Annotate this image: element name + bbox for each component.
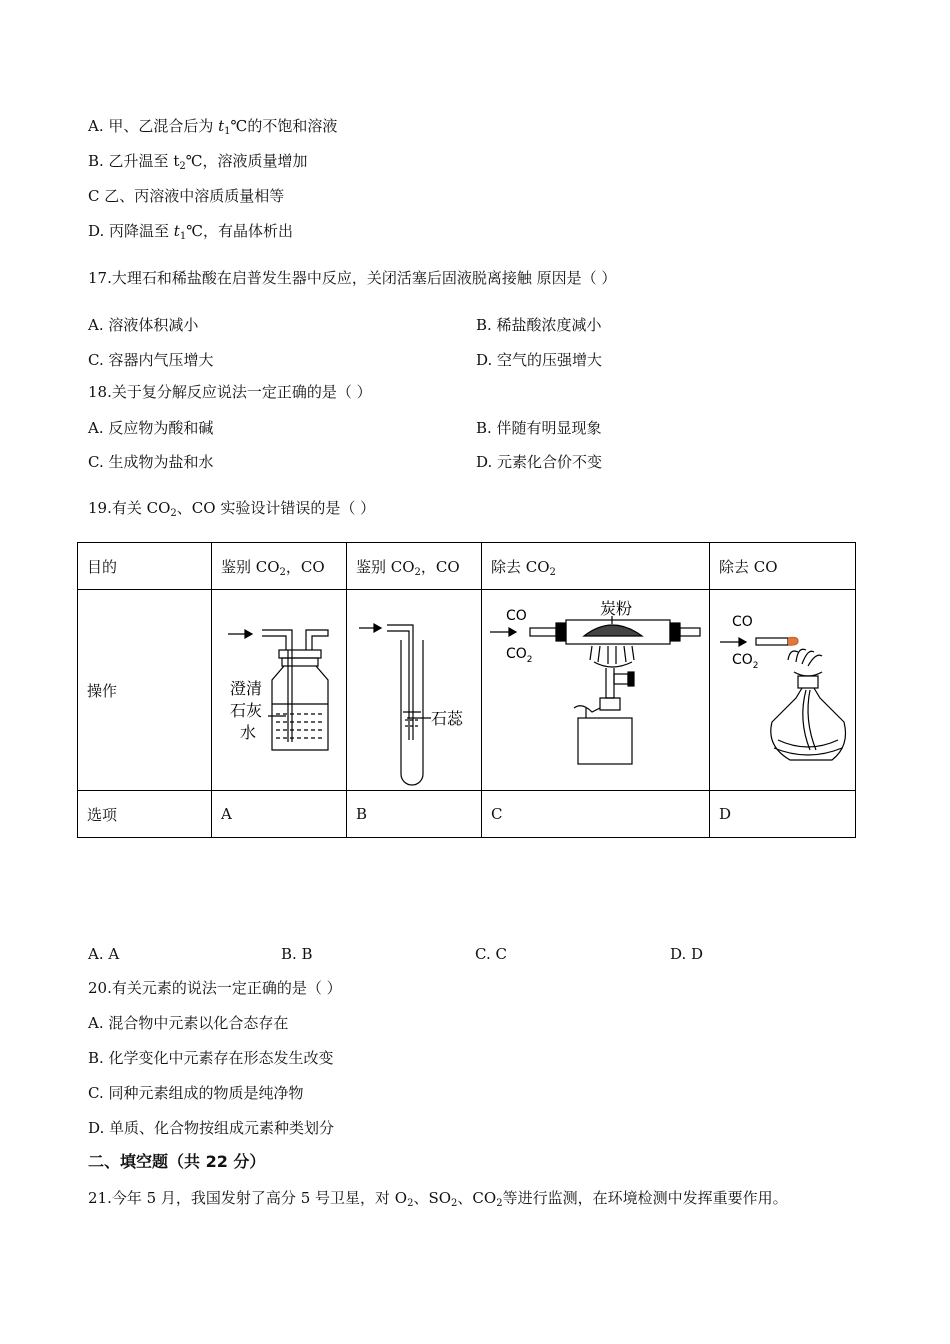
q16-option-a: A. 甲、乙混合后为 $t_1℃$的不饱和溶液 — [88, 117, 338, 137]
diagram-cell-d — [710, 590, 856, 791]
diagram-cell-a — [212, 590, 347, 791]
row-head-purpose: 目的 — [78, 543, 212, 590]
purpose-cell: 除去 $CO_2$ — [482, 543, 710, 590]
co2-label: $CO_2$ — [506, 646, 533, 665]
purpose-cell: 鉴别 $CO_2$，CO — [212, 543, 347, 590]
option-cell: C — [482, 791, 710, 838]
q20-option-a: A. 混合物中元素以化合态存在 — [88, 1014, 289, 1032]
q17-stem: 17.大理石和稀盐酸在启普发生器中反应，关闭活塞后固液脱离接触 原因是（ ） — [88, 269, 617, 287]
q20-option-c: C. 同种元素组成的物质是纯净物 — [88, 1084, 304, 1102]
q19-answer-b: B. B — [281, 945, 313, 963]
q17-option-a: A. 溶液体积减小 — [88, 316, 199, 334]
q17-option-c: C. 容器内气压增大 — [88, 351, 214, 369]
q18-stem: 18.关于复分解反应说法一定正确的是（ ） — [88, 383, 372, 401]
co-label: CO — [506, 608, 527, 624]
option-cell: D — [710, 791, 856, 838]
carbon-tube-diagram — [482, 590, 709, 786]
q20-option-d: D. 单质、化合物按组成元素种类划分 — [88, 1119, 335, 1137]
q20-option-b: B. 化学变化中元素存在形态发生改变 — [88, 1049, 334, 1067]
test-tube-litmus-diagram — [347, 590, 481, 786]
q16-option-c: C 乙、丙溶液中溶质质量相等 — [88, 187, 285, 205]
q16-option-d: D. 丙降温至 $t_1℃$，有晶体析出 — [88, 222, 293, 242]
q20-stem: 20.有关元素的说法一定正确的是（ ） — [88, 979, 342, 997]
q18-option-c: C. 生成物为盐和水 — [88, 453, 214, 471]
gas-washing-bottle-diagram — [212, 590, 346, 786]
option-cell: B — [347, 791, 482, 838]
limewater-label-2: 石灰 — [230, 701, 263, 720]
q21-stem: 21.今年 5 月，我国发射了高分 5 号卫星，对 $O_2$、$SO_2$、$CO_2$等进行监测，在环境检测中发挥重要作用。 — [88, 1189, 788, 1209]
q17-option-b: B. 稀盐酸浓度减小 — [476, 316, 602, 334]
option-cell: A — [212, 791, 347, 838]
experiment-table — [77, 542, 856, 838]
co2-label: $CO_2$ — [732, 652, 759, 671]
litmus-label: 石蕊 — [431, 709, 464, 728]
carbon-label: 炭粉 — [600, 599, 633, 618]
limewater-label-1: 澄清 — [230, 679, 263, 698]
q19-answer-c: C. C — [475, 945, 507, 963]
purpose-cell: 鉴别 $CO_2$，CO — [347, 543, 482, 590]
q17-option-d: D. 空气的压强增大 — [476, 351, 603, 369]
q18-option-a: A. 反应物为酸和碱 — [88, 419, 214, 437]
row-head-option: 选项 — [78, 791, 212, 838]
co-label: CO — [732, 614, 753, 630]
diagram-cell-b — [347, 590, 482, 791]
diagram-cell-c — [482, 590, 710, 791]
section-title: 二、填空题（共 22 分） — [88, 1152, 266, 1171]
q16-option-b: B. 乙升温至 $t_2℃$，溶液质量增加 — [88, 152, 308, 172]
q19-answer-d: D. D — [670, 945, 704, 963]
limewater-label-3: 水 — [240, 723, 257, 742]
alcohol-lamp-diagram — [710, 590, 855, 786]
row-head-operation: 操作 — [78, 590, 212, 791]
purpose-cell: 除去 CO — [710, 543, 856, 590]
q18-option-d: D. 元素化合价不变 — [476, 453, 603, 471]
q19-stem: 19.有关 $CO_2$、CO 实验设计错误的是（ ） — [88, 499, 376, 519]
q19-answer-a: A. A — [88, 945, 120, 963]
q18-option-b: B. 伴随有明显现象 — [476, 419, 602, 437]
